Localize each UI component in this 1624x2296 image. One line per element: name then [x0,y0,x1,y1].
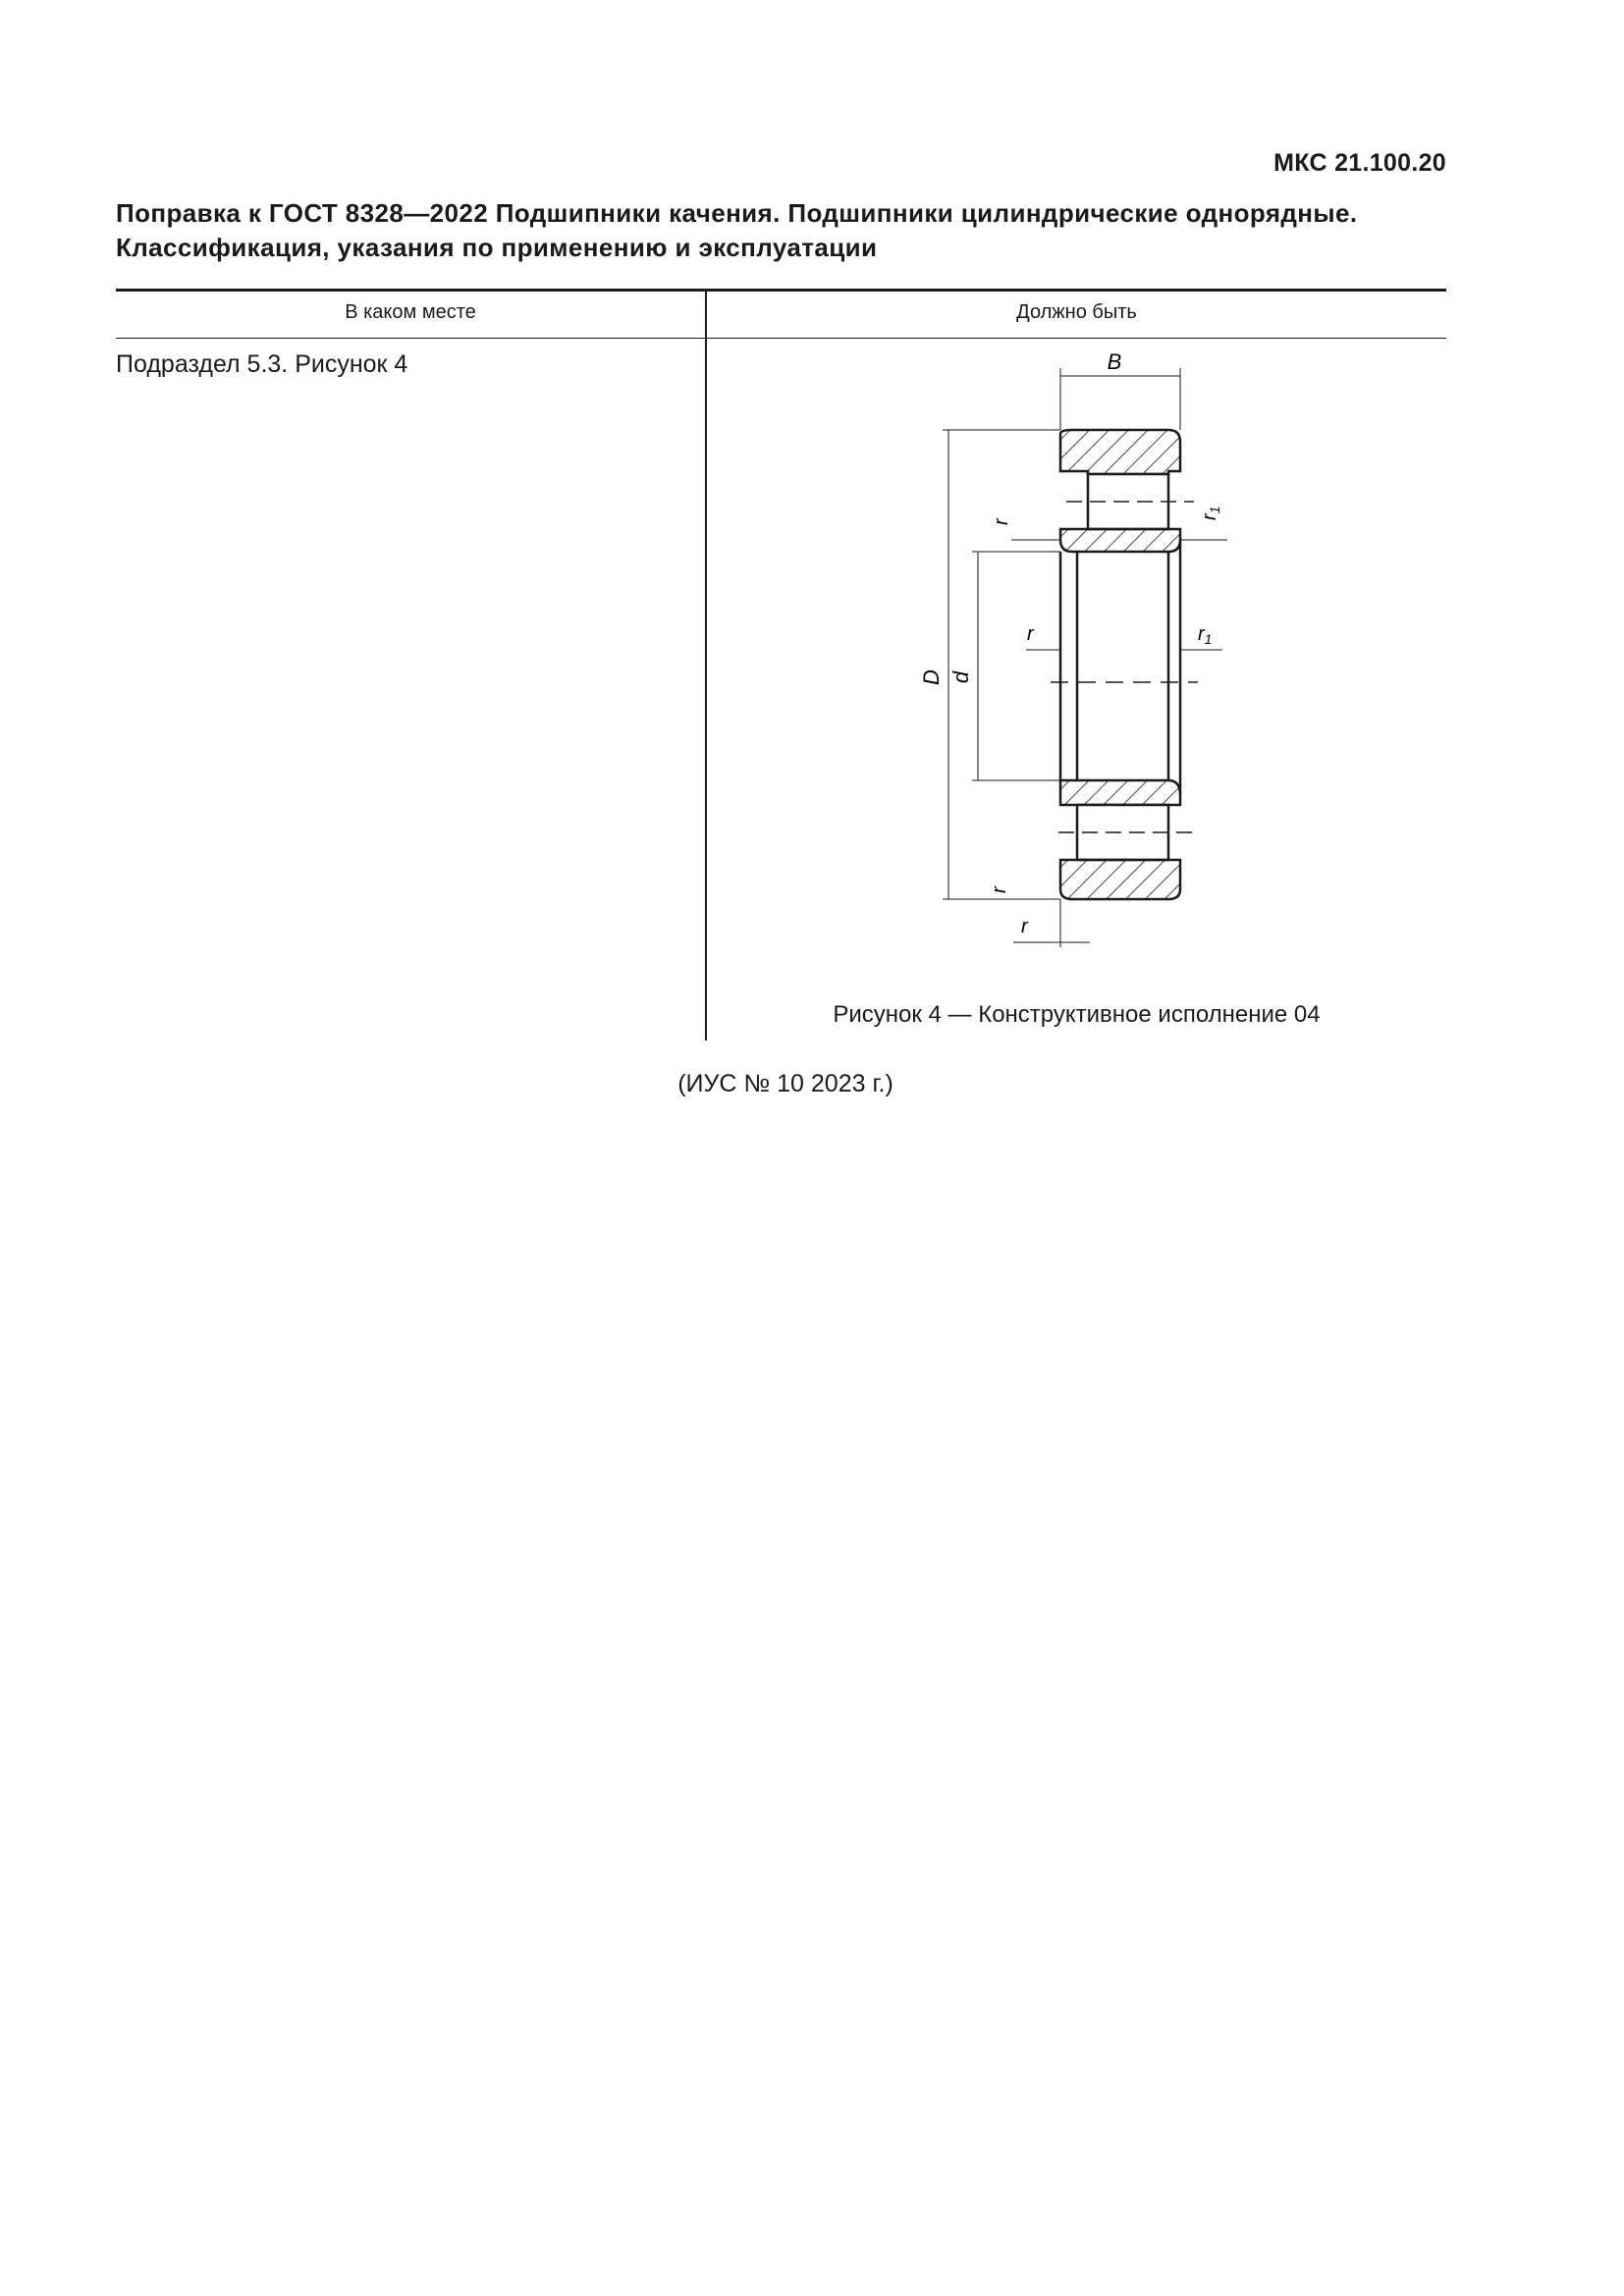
document-title: Поправка к ГОСТ 8328—2022 Подшипники качения. Подшипники цилиндрические однорядные. Классификация, указания по применению и эксплуатации [116,198,1358,262]
outer-ring-top [1060,430,1180,474]
label-d: d [948,670,973,684]
label-r-bottom: r [989,886,1010,893]
label-r1-bore: $r_1$ [1198,623,1213,647]
issue-note: (ИУС № 10 2023 г.) [677,1070,893,1097]
cell-where: Подраздел 5.3. Рисунок 4 [116,350,408,378]
outer-ring-bottom [1060,860,1180,899]
inner-ring-top [1060,529,1180,552]
label-r-bore: r [1027,623,1034,645]
column-header-should-be: Должно быть [1016,301,1137,323]
label-D: D [919,669,944,685]
figure-caption: Рисунок 4 — Конструктивное исполнение 04 [833,1001,1321,1028]
table-column-divider [705,291,707,1041]
label-B: B [1107,349,1122,374]
label-r1-side: $r_1$ [1199,506,1222,520]
table-top-rule [116,289,1446,292]
mks-code: МКС 21.100.20 [1273,149,1446,177]
inner-ring-bottom [1060,780,1180,805]
column-header-where: В каком месте [345,301,476,323]
bearing-drawing [903,344,1316,991]
table-header-rule [116,338,1446,339]
label-r-base: r [1021,916,1028,937]
label-r-top: r [991,518,1012,525]
